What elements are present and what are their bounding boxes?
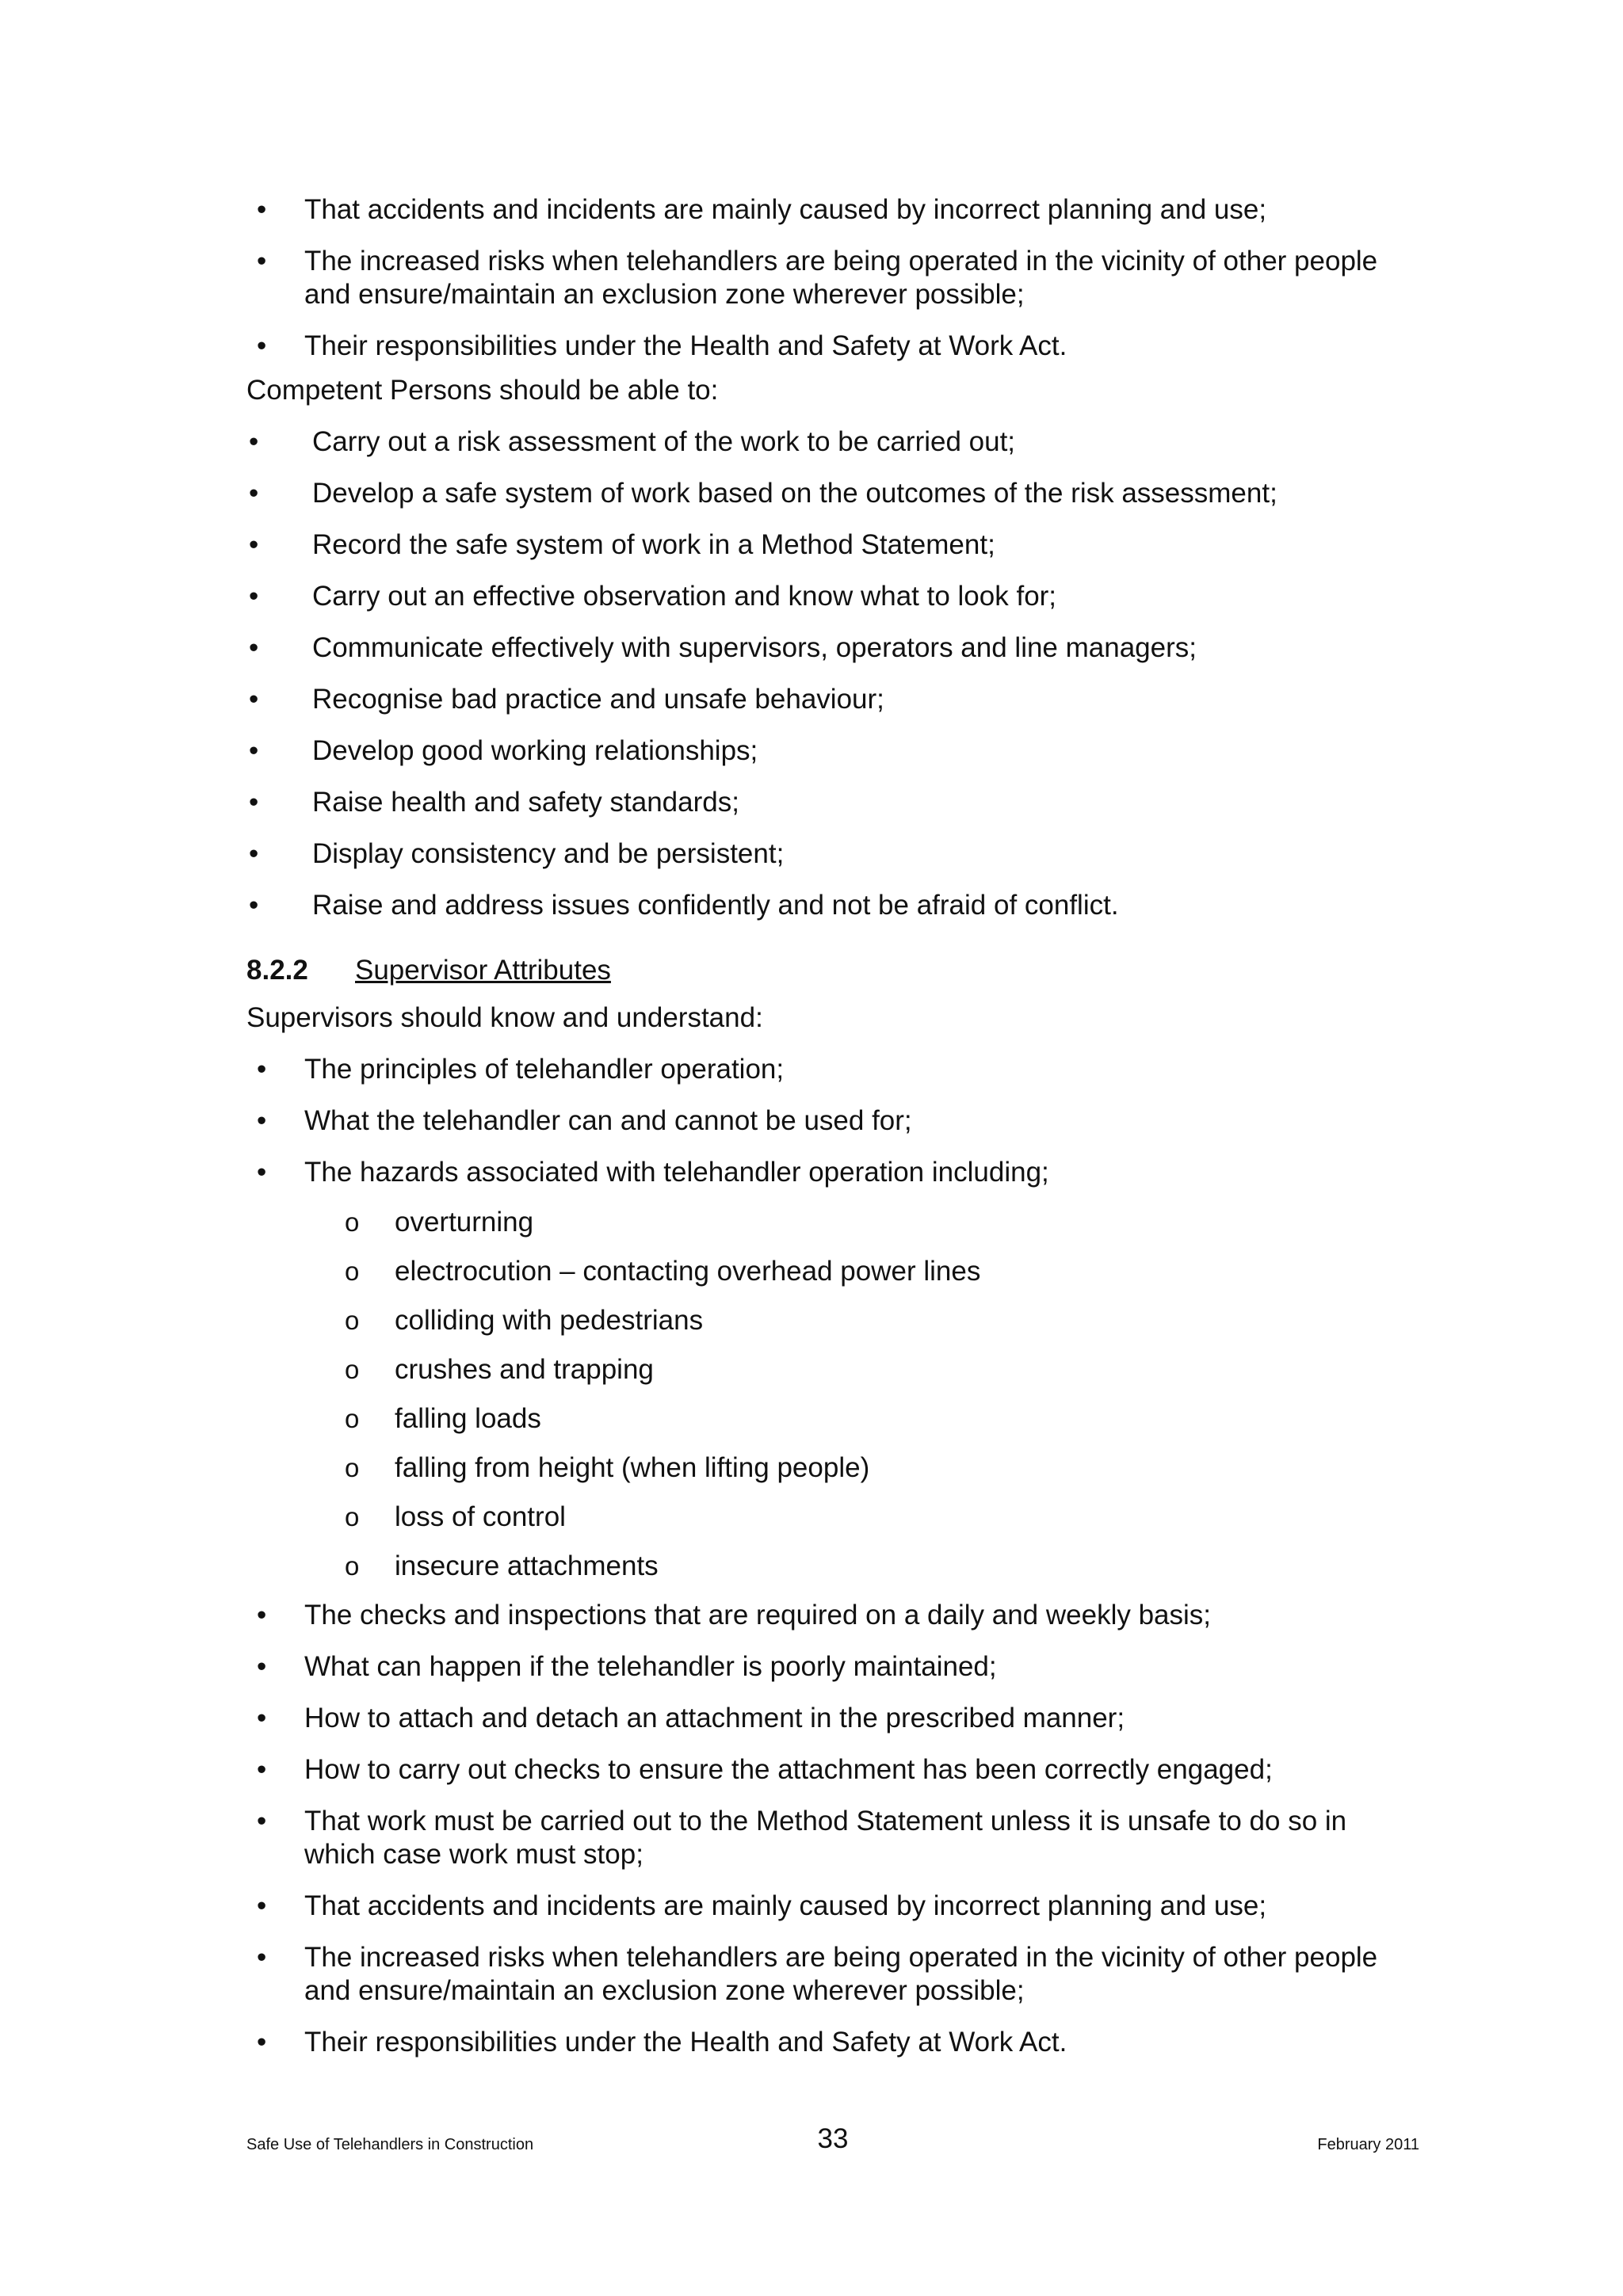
page-content [246, 193, 1419, 2077]
sublist-item [246, 1501, 1419, 1534]
bullet-icon: • [257, 1105, 267, 1136]
list-item-text: How to attach and detach an attachment in the prescribed manner; [304, 1703, 1125, 1733]
hazards-sublist [246, 1206, 1419, 1583]
list-item-text: Their responsibilities under the Health and Safety at Work Act. [304, 2027, 1067, 2058]
competent-persons-list [246, 425, 1419, 922]
bullet-icon: • [257, 1754, 267, 1785]
list-item [246, 631, 1419, 665]
bullet-icon: • [257, 1651, 267, 1682]
bullet-icon: • [249, 478, 259, 509]
competent-persons-intro: Competent Persons should be able to: [246, 375, 719, 406]
list-item [246, 786, 1419, 819]
list-item-text: What can happen if the telehandler is poorly maintained; [304, 1651, 997, 1682]
bullet-icon: • [249, 426, 259, 457]
list-item-text: That work must be carried out to the Method Statement unless it is unsafe to do so in which case work must stop; [304, 1806, 1347, 1870]
bullet-icon: • [249, 787, 259, 818]
list-item-text: Develop good working relationships; [312, 735, 758, 766]
sublist-item [246, 1451, 1419, 1485]
list-item-text: How to carry out checks to ensure the attachment has been correctly engaged; [304, 1754, 1273, 1785]
circle-bullet-icon: o [345, 1551, 360, 1581]
list-item [246, 683, 1419, 716]
circle-bullet-icon: o [345, 1257, 360, 1286]
section-title: Supervisor Attributes [355, 955, 611, 986]
list-item [246, 889, 1419, 922]
sublist-item [246, 1304, 1419, 1337]
bullet-icon: • [257, 1054, 267, 1085]
list-item [246, 1104, 1419, 1138]
list-item [246, 1599, 1419, 1632]
list-item-text: Raise and address issues confidently and not be afraid of conflict. [312, 890, 1119, 921]
list-item-text: Carry out an effective observation and know what to look for; [312, 581, 1057, 612]
list-item [246, 837, 1419, 871]
bullet-icon: • [249, 838, 259, 869]
list-item [246, 330, 1419, 363]
list-item [246, 1650, 1419, 1684]
bullet-icon: • [249, 735, 259, 766]
list-item-text: Recognise bad practice and unsafe behaviour; [312, 684, 884, 715]
list-item-text: The hazards associated with telehandler operation including; [304, 1157, 1049, 1188]
list-item [246, 1156, 1419, 1189]
list-item-text: Their responsibilities under the Health and Safety at Work Act. [304, 330, 1067, 361]
list-item [246, 1753, 1419, 1787]
supervisors-intro: Supervisors should know and understand: [246, 1002, 763, 1033]
circle-bullet-icon: o [345, 1306, 360, 1335]
list-item-text: Raise health and safety standards; [312, 787, 739, 818]
list-item-text: Develop a safe system of work based on the outcomes of the risk assessment; [312, 478, 1277, 509]
sublist-item-text: colliding with pedestrians [395, 1305, 704, 1336]
bullet-icon: • [249, 581, 259, 612]
section-heading [246, 954, 1419, 987]
sublist-item [246, 1402, 1419, 1436]
list-item [246, 1890, 1419, 1923]
bullet-icon: • [257, 1157, 267, 1188]
list-item-text: The checks and inspections that are required on a daily and weekly basis; [304, 1600, 1211, 1630]
bullet-icon: • [257, 1703, 267, 1733]
sublist-item-text: crushes and trapping [395, 1354, 654, 1385]
bullet-icon: • [257, 2027, 267, 2058]
list-item-text: The increased risks when telehandlers are being operated in the vicinity of other people and ensure/maintain an exclusion zone wherever possible; [304, 1942, 1378, 2006]
bullet-icon: • [249, 529, 259, 560]
list-item [246, 245, 1419, 311]
bullet-list-top [246, 193, 1419, 363]
sublist-item [246, 1353, 1419, 1386]
list-item-text: Record the safe system of work in a Method Statement; [312, 529, 995, 560]
circle-bullet-icon: o [345, 1453, 360, 1482]
bullet-icon: • [257, 1600, 267, 1630]
sublist-item-text: loss of control [395, 1501, 566, 1532]
bullet-icon: • [257, 1806, 267, 1836]
sublist-item-text: overturning [395, 1207, 534, 1238]
bullet-icon: • [257, 330, 267, 361]
supervisor-list [246, 1053, 1419, 1189]
list-item [246, 580, 1419, 613]
section-number: 8.2.2 [246, 955, 308, 986]
list-item [246, 1702, 1419, 1735]
supervisor-list-continued [246, 1599, 1419, 2059]
sublist-item-text: insecure attachments [395, 1550, 659, 1581]
list-item [246, 1805, 1419, 1871]
list-item-text: That accidents and incidents are mainly caused by incorrect planning and use; [304, 194, 1267, 225]
list-item-text: That accidents and incidents are mainly caused by incorrect planning and use; [304, 1890, 1267, 1921]
list-item-text: Communicate effectively with supervisors, operators and line managers; [312, 632, 1197, 663]
list-item-text: Display consistency and be persistent; [312, 838, 785, 869]
page-number: 33 [817, 2123, 849, 2154]
circle-bullet-icon: o [345, 1502, 360, 1531]
bullet-icon: • [249, 632, 259, 663]
bullet-icon: • [257, 1890, 267, 1921]
circle-bullet-icon: o [345, 1355, 360, 1384]
sublist-item [246, 1550, 1419, 1583]
list-item [246, 528, 1419, 562]
bullet-icon: • [249, 684, 259, 715]
list-item [246, 477, 1419, 510]
list-item-text: Carry out a risk assessment of the work to be carried out; [312, 426, 1016, 457]
page-footer [246, 2123, 1419, 2163]
list-item [246, 193, 1419, 227]
circle-bullet-icon: o [345, 1207, 360, 1237]
list-item [246, 1053, 1419, 1086]
list-item-text: The principles of telehandler operation; [304, 1054, 785, 1085]
bullet-icon: • [249, 890, 259, 921]
list-item-text: The increased risks when telehandlers are being operated in the vicinity of other people and ensure/maintain an exclusion zone wherever possible; [304, 246, 1378, 310]
list-item [246, 425, 1419, 459]
bullet-icon: • [257, 246, 267, 277]
footer-document-title: Safe Use of Telehandlers in Construction [246, 2136, 534, 2153]
sublist-item [246, 1255, 1419, 1288]
sublist-item-text: electrocution – contacting overhead power lines [395, 1256, 981, 1287]
sublist-item [246, 1206, 1419, 1239]
sublist-item-text: falling loads [395, 1403, 541, 1434]
list-item [246, 2026, 1419, 2059]
list-item [246, 1941, 1419, 2008]
footer-date: February 2011 [1317, 2136, 1419, 2153]
circle-bullet-icon: o [345, 1404, 360, 1433]
bullet-icon: • [257, 1942, 267, 1973]
sublist-item-text: falling from height (when lifting people) [395, 1452, 870, 1483]
list-item-text: What the telehandler can and cannot be used for; [304, 1105, 912, 1136]
list-item [246, 734, 1419, 768]
bullet-icon: • [257, 194, 267, 225]
